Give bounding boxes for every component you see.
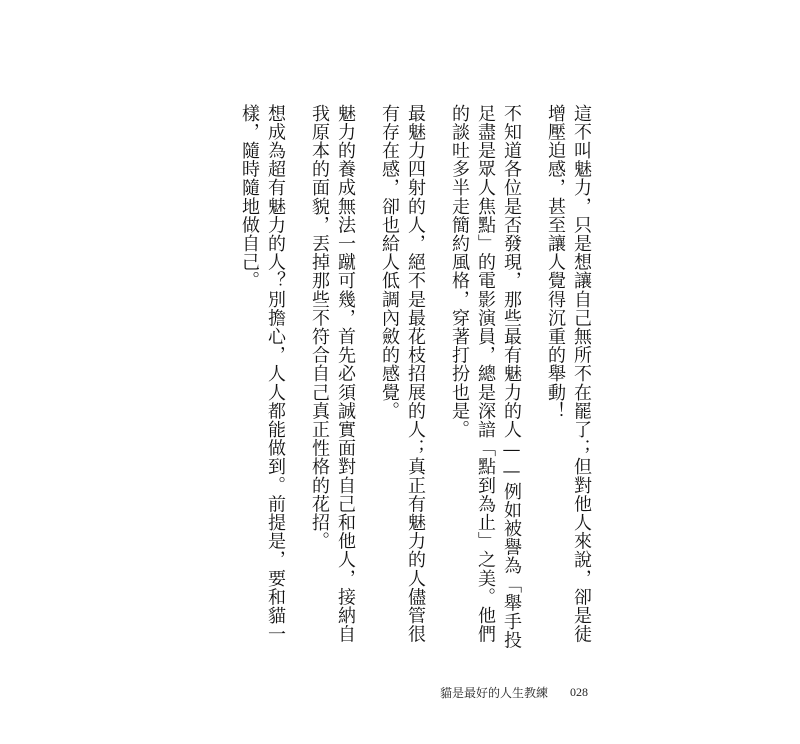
- page-number: 028: [570, 685, 589, 699]
- page-footer: [440, 684, 588, 701]
- paragraph-5: 想成為超有魅力的人？別擔心，人人都能做到。前提是，要和貓一樣，隨時隨地做自己。: [239, 104, 286, 644]
- paragraph-2: 不知道各位是否發現，那些最有魅力的人——例如被譽為「舉手投足盡是眾人焦點」的電影演員，總是深諳「點到為止」之美。他們的談吐多半走簡約風格，穿著打扮也是。: [449, 104, 522, 650]
- vertical-text-block: [239, 104, 594, 654]
- paragraph-3: 最魅力四射的人，絕不是最花枝招展的人；真正有魅力的人儘管很有存在感，卻也給人低調內斂的感覺。: [379, 104, 426, 644]
- book-title: 貓是最好的人生教練: [440, 686, 549, 700]
- paragraph-1: 這不叫魅力，只是想讓自己無所不在罷了；但對他人來說，卻是徒增壓迫感，甚至讓人覺得沉重的舉動！: [545, 104, 592, 644]
- paragraph-4: 魅力的養成無法一蹴可幾，首先必須誠實面對自己和他人，接納自我原本的面貌，丟掉那些不符合自己真正性格的花招。: [309, 104, 356, 644]
